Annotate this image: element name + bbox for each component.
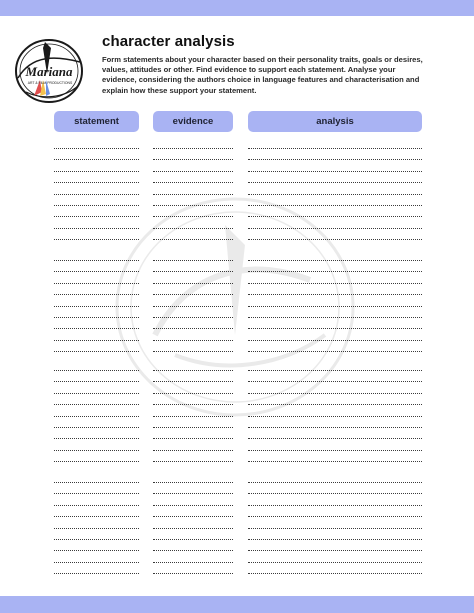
writing-line[interactable]	[248, 239, 422, 240]
writing-line[interactable]	[153, 427, 233, 428]
writing-line[interactable]	[153, 562, 233, 563]
page-title: character analysis	[102, 33, 235, 50]
writing-line[interactable]	[248, 461, 422, 462]
writing-line[interactable]	[248, 404, 422, 405]
statement-writing-lines[interactable]	[54, 0, 139, 613]
writing-line[interactable]	[153, 505, 233, 506]
writing-line[interactable]	[248, 205, 422, 206]
writing-line[interactable]	[248, 271, 422, 272]
writing-line[interactable]	[54, 228, 139, 229]
writing-line[interactable]	[54, 416, 139, 417]
writing-line[interactable]	[248, 294, 422, 295]
evidence-writing-lines[interactable]	[153, 0, 233, 613]
writing-line[interactable]	[153, 194, 233, 195]
writing-line[interactable]	[248, 260, 422, 261]
writing-line[interactable]	[248, 306, 422, 307]
writing-line[interactable]	[153, 171, 233, 172]
column-header-analysis: analysis	[248, 111, 422, 132]
writing-line[interactable]	[54, 482, 139, 483]
writing-line[interactable]	[248, 482, 422, 483]
writing-line[interactable]	[248, 550, 422, 551]
writing-line[interactable]	[54, 461, 139, 462]
writing-line[interactable]	[153, 340, 233, 341]
writing-line[interactable]	[248, 528, 422, 529]
writing-line[interactable]	[153, 493, 233, 494]
writing-line[interactable]	[248, 317, 422, 318]
writing-line[interactable]	[153, 260, 233, 261]
writing-line[interactable]	[54, 562, 139, 563]
writing-line[interactable]	[248, 171, 422, 172]
writing-line[interactable]	[248, 562, 422, 563]
writing-line[interactable]	[248, 539, 422, 540]
writing-line[interactable]	[54, 260, 139, 261]
writing-line[interactable]	[248, 416, 422, 417]
writing-line[interactable]	[153, 573, 233, 574]
writing-line[interactable]	[153, 148, 233, 149]
writing-line[interactable]	[248, 228, 422, 229]
writing-line[interactable]	[248, 370, 422, 371]
bottom-accent-bar	[0, 596, 474, 613]
writing-line[interactable]	[153, 393, 233, 394]
writing-line[interactable]	[54, 505, 139, 506]
writing-line[interactable]	[153, 328, 233, 329]
writing-line[interactable]	[248, 148, 422, 149]
writing-line[interactable]	[248, 493, 422, 494]
writing-line[interactable]	[153, 416, 233, 417]
writing-line[interactable]	[54, 450, 139, 451]
writing-line[interactable]	[248, 427, 422, 428]
writing-line[interactable]	[54, 393, 139, 394]
writing-line[interactable]	[153, 550, 233, 551]
writing-line[interactable]	[54, 239, 139, 240]
writing-line[interactable]	[153, 404, 233, 405]
writing-line[interactable]	[54, 271, 139, 272]
writing-line[interactable]	[153, 438, 233, 439]
writing-line[interactable]	[54, 328, 139, 329]
writing-line[interactable]	[153, 450, 233, 451]
writing-line[interactable]	[248, 216, 422, 217]
writing-line[interactable]	[54, 381, 139, 382]
writing-line[interactable]	[153, 294, 233, 295]
writing-line[interactable]	[54, 171, 139, 172]
writing-line[interactable]	[153, 516, 233, 517]
writing-line[interactable]	[248, 516, 422, 517]
writing-line[interactable]	[153, 283, 233, 284]
writing-line[interactable]	[153, 370, 233, 371]
writing-line[interactable]	[54, 294, 139, 295]
writing-line[interactable]	[153, 205, 233, 206]
writing-line[interactable]	[54, 182, 139, 183]
column-header-evidence: evidence	[153, 111, 233, 132]
writing-line[interactable]	[153, 159, 233, 160]
writing-line[interactable]	[248, 328, 422, 329]
writing-line[interactable]	[54, 148, 139, 149]
writing-line[interactable]	[54, 283, 139, 284]
writing-line[interactable]	[54, 216, 139, 217]
column-header-statement: statement	[54, 111, 139, 132]
writing-line[interactable]	[248, 505, 422, 506]
writing-line[interactable]	[54, 205, 139, 206]
writing-line[interactable]	[54, 573, 139, 574]
writing-line[interactable]	[248, 340, 422, 341]
writing-line[interactable]	[248, 182, 422, 183]
writing-line[interactable]	[54, 427, 139, 428]
writing-line[interactable]	[54, 340, 139, 341]
writing-line[interactable]	[248, 393, 422, 394]
writing-line[interactable]	[54, 550, 139, 551]
writing-line[interactable]	[54, 194, 139, 195]
writing-line[interactable]	[248, 283, 422, 284]
logo-brand-text: Mariana	[25, 64, 73, 79]
writing-line[interactable]	[153, 351, 233, 352]
writing-line[interactable]	[54, 516, 139, 517]
writing-line[interactable]	[153, 182, 233, 183]
writing-line[interactable]	[153, 461, 233, 462]
writing-line[interactable]	[54, 306, 139, 307]
writing-line[interactable]	[153, 216, 233, 217]
writing-line[interactable]	[248, 381, 422, 382]
writing-line[interactable]	[248, 438, 422, 439]
writing-line[interactable]	[153, 381, 233, 382]
writing-line[interactable]	[153, 528, 233, 529]
writing-line[interactable]	[54, 438, 139, 439]
logo-tagline-text: ART & FILM PRODUCTIONS	[27, 81, 73, 85]
writing-line[interactable]	[248, 194, 422, 195]
writing-line[interactable]	[153, 317, 233, 318]
writing-line[interactable]	[248, 351, 422, 352]
writing-line[interactable]	[248, 573, 422, 574]
writing-line[interactable]	[54, 317, 139, 318]
writing-line[interactable]	[54, 528, 139, 529]
writing-line[interactable]	[54, 493, 139, 494]
writing-line[interactable]	[153, 271, 233, 272]
writing-line[interactable]	[153, 306, 233, 307]
writing-line[interactable]	[54, 539, 139, 540]
instructions-text: Form statements about your character based on their personality traits, goals or desires, values, attitudes or other. Find evidence to support each statement. Analyse your evidence, considering the authors choice in language features and characterisation and explain how these support your statement.	[102, 55, 423, 95]
writing-line[interactable]	[153, 239, 233, 240]
analysis-writing-lines[interactable]	[248, 0, 422, 613]
writing-line[interactable]	[153, 228, 233, 229]
writing-line[interactable]	[153, 539, 233, 540]
writing-line[interactable]	[248, 159, 422, 160]
writing-line[interactable]	[54, 370, 139, 371]
writing-line[interactable]	[153, 482, 233, 483]
writing-line[interactable]	[54, 404, 139, 405]
writing-line[interactable]	[54, 351, 139, 352]
writing-line[interactable]	[54, 159, 139, 160]
writing-line[interactable]	[248, 450, 422, 451]
